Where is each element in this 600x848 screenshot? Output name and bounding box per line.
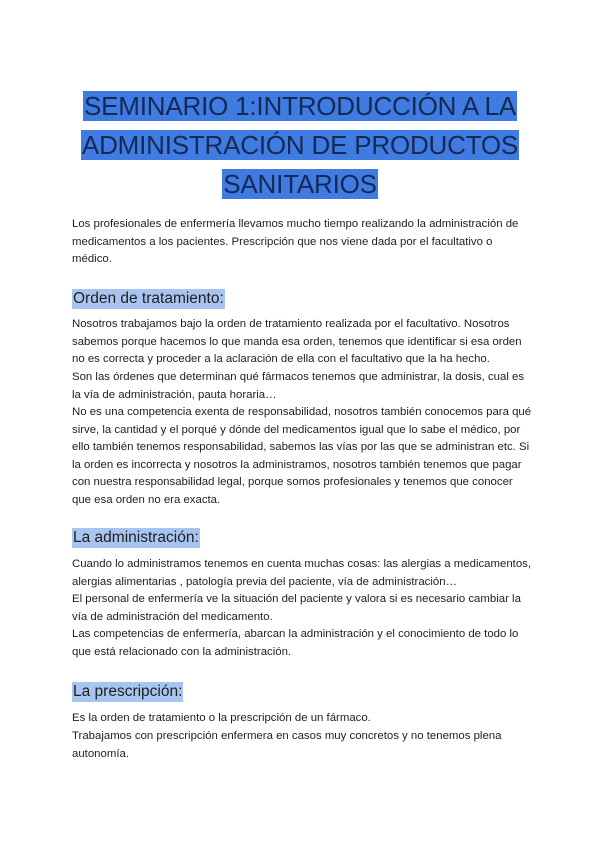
section-paragraph: Es la orden de tratamiento o la prescripción de un fármaco. [72,712,371,724]
title-highlight: SEMINARIO 1:INTRODUCCIÓN A LA ADMINISTRACIÓN DE PRODUCTOS SANITARIOS [81,91,519,200]
section-heading-prescripcion: La prescripción: [73,683,183,700]
section-paragraph: No es una competencia exenta de responsabilidad, nosotros también conocemos para qué sirve, la cantidad y el porqué y dónde del medicamentos igual que lo sabe el médico, por ello también tenemos responsabilidad, sabemos las vías por las que se administran etc. Si la orden es incorrecta y nosotros la administramos, nosotros también tenemos que pagar con nuestra responsabilidad legal, porque somos profesionales y tenemos que conocer que esa orden no era exacta. [72,406,532,506]
section-heading-orden: Orden de tratamiento: [73,290,224,307]
section-paragraph: Cuando lo administramos tenemos en cuenta muchas cosas: las alergias a medicamentos, alergias alimentarias , patología previa del paciente, vía de administración… [72,558,532,588]
section-heading-administracion: La administración: [73,529,199,546]
section-paragraph: Nosotros trabajamos bajo la orden de tratamiento realizada por el facultativo. Nosotros sabemos porque hacemos lo que manda esa orden, tenemos que identificar si esa orden no es correcta y proceder a la aclaración de ella con el facultativo que la ha hecho. [72,318,522,366]
section-paragraph: Trabajamos con prescripción enfermera en casos muy concretos y no tenemos plena autonomía. [72,730,502,760]
section-paragraph: Son las órdenes que determinan qué fármacos tenemos que administrar, la dosis, cual es la vía de administración, pauta horaria… [72,371,525,401]
document-title [40,87,560,204]
section-paragraph: El personal de enfermería ve la situación del paciente y valora si es necesario cambiar la vía de administración del medicamento. [72,593,521,623]
intro-paragraph: Los profesionales de enfermería llevamos mucho tiempo realizando la administración de medicamentos a los pacientes. Prescripción que nos viene dada por el facultativo o médico. [72,218,519,266]
section-paragraph: Las competencias de enfermería, abarcan la administración y el conocimiento de todo lo que está relacionado con la administración. [72,628,519,658]
